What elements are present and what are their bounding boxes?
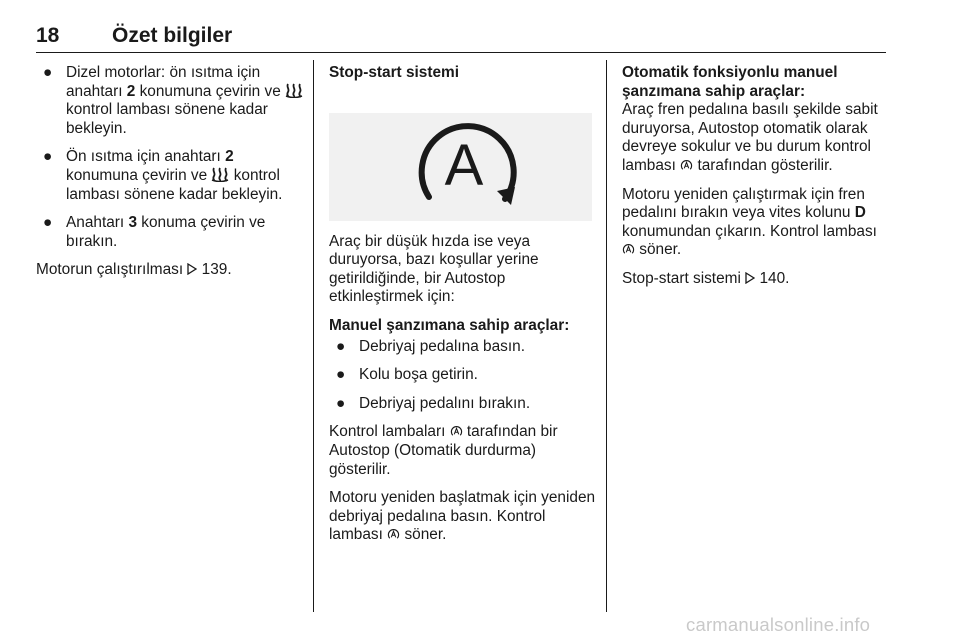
bullet-list bbox=[36, 64, 304, 251]
list-item: ● Debriyaj pedalına basın. bbox=[336, 337, 525, 355]
intro-paragraph: Araç bir düşük hızda ise veya duruyorsa, bazı koşullar yerine getirildiğinde, bir Autostop etkinleştirmek için: bbox=[329, 232, 539, 306]
bullet-icon: ● bbox=[43, 64, 53, 81]
restart-paragraph: Motoru yeniden çalıştırmak için fren pedalını bırakın veya vites kolunu D konumundan çıkarın. Kontrol lambası söner. bbox=[622, 185, 877, 259]
page-title: Özet bilgiler bbox=[112, 24, 233, 47]
section-heading: Stop-start sistemi bbox=[329, 64, 459, 81]
autostop-symbol-icon bbox=[329, 113, 592, 221]
list-item: ● Anahtarı 3 konuma çevirin ve bırakın. bbox=[43, 214, 266, 250]
bullet-icon: ● bbox=[336, 394, 346, 412]
cross-reference: Stop-start sistemi 140. bbox=[622, 269, 790, 287]
header-rule bbox=[36, 52, 886, 53]
autostop-paragraph: Kontrol lambaları tarafından bir Autostop (Otomatik durdurma) gösterilir. bbox=[329, 423, 558, 478]
list-item: ● Ön ısıtma için anahtarı 2 konumuna çevirin ve kontrol lambası sönene kadar bekleyin. bbox=[43, 148, 283, 203]
list-item: ● Kolu boşa getirin. bbox=[336, 366, 478, 384]
glow-plug-icon bbox=[285, 83, 303, 98]
bullet-icon: ● bbox=[43, 214, 53, 232]
page-link[interactable]: 140. bbox=[759, 269, 790, 287]
figure-letter: A bbox=[444, 132, 484, 198]
bullet-icon: ● bbox=[336, 366, 346, 384]
bullet-icon: ● bbox=[336, 337, 346, 355]
page-header bbox=[36, 24, 886, 50]
triangle-arrow-icon bbox=[187, 263, 197, 275]
cross-reference: Motorun çalıştırılması 139. bbox=[36, 261, 232, 279]
watermark: carmanualsonline.info bbox=[686, 614, 871, 635]
glow-plug-icon bbox=[211, 167, 229, 182]
page-link[interactable]: 139. bbox=[201, 261, 232, 279]
list-item: ● Dizel motorlar: ön ısıtma için anahtarı 2 konumuna çevirin ve kontrol lambası sönene kadar bekleyin. bbox=[36, 64, 304, 138]
column-3 bbox=[622, 64, 890, 299]
list-item: ● Debriyaj pedalını bırakın. bbox=[336, 394, 531, 412]
bullet-icon: ● bbox=[43, 148, 53, 166]
column-divider-2 bbox=[606, 60, 607, 612]
autostop-icon bbox=[680, 159, 693, 172]
page-number: 18 bbox=[36, 24, 60, 47]
automatic-paragraph: Araç fren pedalına basılı şekilde sabit duruyorsa, Autostop otomatik olarak devreye sokulur ve bu durum kontrol lambası tarafından gösterilir. bbox=[622, 101, 878, 174]
section-heading: Otomatik fonksiyonlu manuel şanzımana sahip araçlar: bbox=[622, 64, 838, 100]
column-1 bbox=[36, 64, 304, 290]
restart-paragraph: Motoru yeniden başlatmak için yeniden debriyaj pedalına basın. Kontrol lambası söner. bbox=[329, 489, 596, 544]
steps-list bbox=[329, 338, 599, 414]
autostop-icon bbox=[387, 528, 400, 541]
manual-heading: Manuel şanzımana sahip araçlar: bbox=[329, 316, 570, 334]
autostop-figure bbox=[329, 113, 592, 221]
column-divider-1 bbox=[313, 60, 314, 612]
autostop-icon bbox=[622, 243, 635, 256]
autostop-icon bbox=[450, 425, 463, 438]
triangle-arrow-icon bbox=[745, 272, 755, 284]
column-2 bbox=[329, 64, 599, 555]
